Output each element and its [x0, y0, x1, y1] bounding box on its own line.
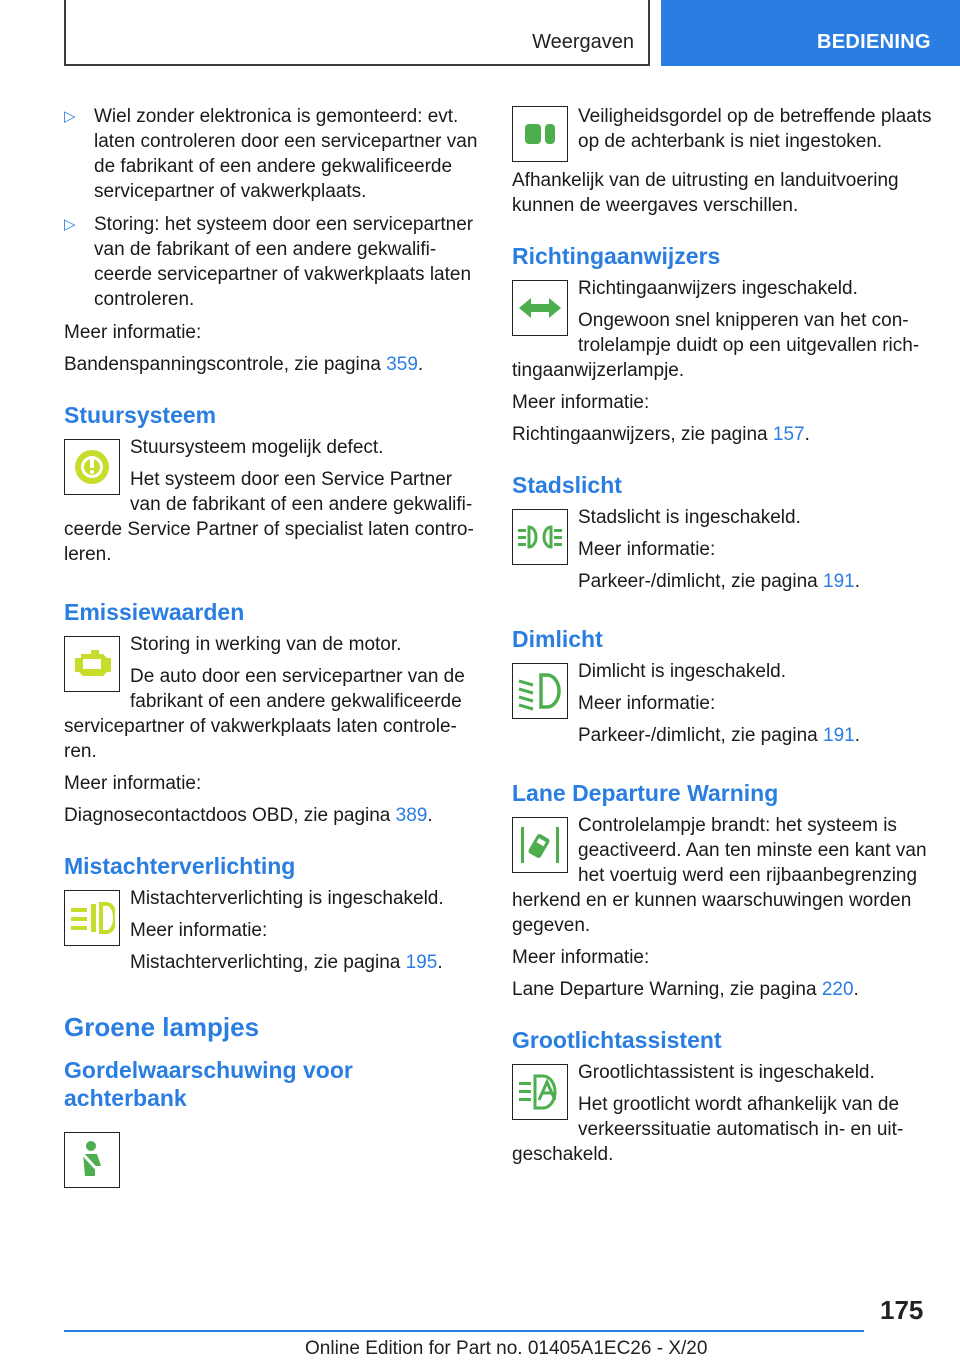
page-link[interactable]: 220	[821, 979, 854, 1000]
lane-departure-icon	[512, 817, 568, 873]
parking-light-icon	[512, 509, 568, 565]
header-section: Weergaven	[532, 31, 634, 53]
reference-line: Parkeer-/dimlicht, zie pagina 191.	[578, 725, 860, 746]
footer-edition: Online Edition for Part no. 01405A1EC26 - X/20	[305, 1338, 708, 1359]
high-beam-assistant-icon	[512, 1064, 568, 1120]
reference-line: Richtingaanwijzers, zie pagina 157.	[512, 424, 810, 445]
turn-signal-icon	[512, 280, 568, 336]
chapter-title-green: Groene lampjes	[64, 1012, 260, 1042]
section-title-steering: Stuursysteem	[64, 402, 217, 428]
page-link[interactable]: 389	[395, 805, 428, 826]
section-title-lane: Lane Departure Warning	[512, 780, 779, 806]
section-title-high-beam-assist: Grootlichtassistent	[512, 1027, 722, 1053]
rear-fog-light-icon	[64, 890, 120, 946]
section-title-turn: Richtingaanwijzers	[512, 243, 721, 269]
triangle-bullet-icon: ▷	[64, 216, 76, 233]
reference-line: Parkeer-/dimlicht, zie pagina 191.	[578, 571, 860, 592]
section-title-belt: Gordelwaarschuwing voor achterbank	[64, 1057, 353, 1111]
page-link[interactable]: 191	[823, 725, 855, 746]
section-title-fog: Mistachterverlichting	[64, 853, 296, 879]
seatbelt-icon	[64, 1132, 120, 1188]
reference-line: Diagnosecontactdoos OBD, zie pagina 389.	[64, 805, 433, 826]
section-title-emission: Emissiewaarden	[64, 599, 245, 625]
section-title-low-beam: Dimlicht	[512, 626, 603, 652]
bullet-item: ▷ Storing: het systeem door een servicepartner van de fabrikant of een andere gekwalificeerde servicepartner of vakwerkplaats laten controleren.	[64, 214, 474, 310]
engine-check-icon	[64, 636, 120, 692]
reference-line: Bandenspanningscontrole, zie pagina 359.	[64, 354, 424, 375]
left-column: ▷ Wiel zonder elektronica is gemonteerd: evt. laten controleren door een servicepartner van de fabrikant of een andere gekwalificeerde servicepartner of vakwerkplaats. ▷ Storing: het systeem door een servicepartner van de fabrikant of een andere gekwalificeerde servicepartner of vakwerkplaats laten controleren. Meer informatie: Bandenspanningscontrole, zie pagina 359. Stuursysteem Stuursysteem mogelijk defect. Het systeem door een Service Partner van de fabrikant of een andere gekwalificeerde Service Partner of specialist laten controleren. Emissiewaarden Storing in werking van de motor. De auto door een servicepartner van de fabrikant of een andere gekwalificeerde servicepartner of vakwerkplaats laten controleren. Meer informatie: Diagnosecontactdoos OBD, zie pagina 389. Mistachterverlichting Mistachterverlichting is ingeschakeld. Meer informatie: Mistachterverlichting, zie pagina 195. Groene lampjes Gordelwaarschuwing voor achterbank	[64, 104, 480, 1194]
header-chapter-tab: BEDIENING	[661, 0, 960, 66]
reference-line: Mistachterverlichting, zie pagina 195.	[130, 952, 443, 973]
low-beam-icon	[512, 663, 568, 719]
page-link[interactable]: 157	[772, 424, 805, 445]
steering-warning-icon	[64, 439, 120, 495]
more-info-label: Meer informatie:	[64, 322, 202, 343]
triangle-bullet-icon: ▷	[64, 108, 76, 125]
page-link[interactable]: 195	[405, 952, 438, 973]
right-column: Veiligheidsgordel op de betreffende plaats op de achterbank is niet ingestoken. Afhankelijk van de uitrusting en landuitvoering kunnen de weergaves verschillen. Richtingaanwijzers Richtingaanwijzers ingeschakeld. Ongewoon snel knipperen van het controlelampje duidt op een uitgevallen richtingaanwijzerlampje. Meer informatie: Richtingaanwijzers, zie pagina 157. Stadslicht Stadslicht is ingeschakeld. Meer informatie: Parkeer-/dimlicht, zie pagina 191. Dimlicht Dimlicht is ingeschakeld. Meer informatie: Parkeer-/dimlicht, zie pagina 191. Lane Departure Warning Controlelampje brandt: het systeem is geactiveerd. Aan ten minste een kant van het voertuig werd een rijbaanbegrenzing herkend en er kunnen waarschuwingen worden gegeven. Meer informatie: Lane Departure Warning, zie pagina 220. Grootlichtassistent Grootlichtassistent is ingeschakeld. Het grootlicht wordt afhankelijk van de verkeerssituatie automatisch in- en uitgeschakeld.	[512, 106, 932, 1165]
reference-line: Lane Departure Warning, zie pagina 220.	[512, 979, 859, 1000]
page-link[interactable]: 359	[386, 354, 418, 375]
footer-divider	[64, 1330, 864, 1332]
rear-seatbelt-icon	[512, 106, 568, 162]
section-title-parking: Stadslicht	[512, 472, 622, 498]
bullet-item: ▷ Wiel zonder elektronica is gemonteerd: evt. laten controleren door een servicepartner van de fabrikant of een andere gekwalificeerde servicepartner of vakwerkplaats.	[64, 106, 478, 202]
page-number: 175	[880, 1295, 924, 1325]
page-link[interactable]: 191	[823, 571, 855, 592]
